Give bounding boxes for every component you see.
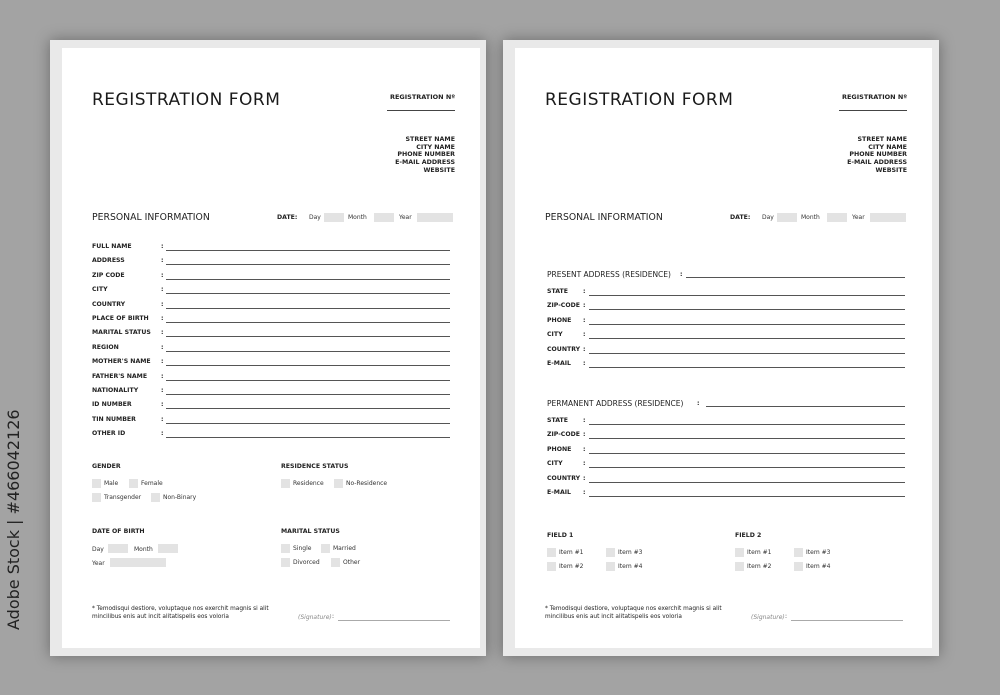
footnote-line: mincilibus enis aut incit alitatispelis eos voloria (92, 614, 229, 620)
field-colon: : (583, 345, 586, 353)
field-colon: : (583, 445, 586, 453)
registration-number-label: REGISTRATION Nº (389, 93, 455, 101)
checkbox-label: Married (333, 545, 356, 552)
field-colon: : (161, 358, 164, 366)
checkbox-label: Item #2 (559, 563, 584, 570)
checkbox[interactable] (281, 544, 290, 553)
checkbox[interactable] (321, 544, 330, 553)
signature-line[interactable] (791, 620, 903, 621)
checkbox[interactable] (547, 562, 556, 571)
field-input-line[interactable] (166, 408, 450, 409)
checkbox[interactable] (92, 493, 101, 502)
signature-label: (Signature) (298, 614, 332, 621)
field-colon: : (161, 286, 164, 294)
checkbox-label: Residence (293, 480, 324, 487)
checkbox[interactable] (735, 548, 744, 557)
field-label: OTHER ID (92, 430, 126, 438)
checkbox[interactable] (129, 479, 138, 488)
dob-day-box[interactable] (108, 544, 128, 553)
present-address-title: PRESENT ADDRESS (RESIDENCE) (547, 270, 671, 279)
checkbox-label: Other (343, 559, 361, 566)
date-month-label: Month (801, 214, 820, 221)
field-label: MARITAL STATUS (92, 329, 151, 337)
present-address-colon: : (680, 271, 683, 278)
company-address-line: E-MAIL ADDRESS (847, 159, 907, 167)
field-input-line[interactable] (589, 424, 905, 425)
field-input-line[interactable] (589, 338, 905, 339)
checkbox[interactable] (281, 558, 290, 567)
field-colon: : (583, 360, 586, 367)
registration-number-line[interactable] (387, 110, 455, 111)
field-colon: : (161, 257, 164, 265)
field-input-line[interactable] (166, 336, 450, 337)
checkbox-label: Male (104, 480, 119, 487)
checkbox-label: Single (293, 545, 312, 552)
field-label: PHONE (547, 316, 572, 324)
residence-status-title: RESIDENCE STATUS (281, 463, 349, 470)
checkbox[interactable] (794, 548, 803, 557)
field-colon: : (161, 329, 164, 337)
registration-number-label: REGISTRATION Nº (841, 93, 907, 101)
field-label: ZIP-CODE (547, 431, 580, 439)
date-day-label: Day (309, 214, 321, 221)
checkbox[interactable] (735, 562, 744, 571)
checkbox[interactable] (92, 479, 101, 488)
field-label: ZIP-CODE (547, 302, 580, 310)
company-address-line: CITY NAME (868, 143, 907, 151)
marital-status-title: MARITAL STATUS (281, 528, 340, 535)
signature-colon: : (785, 613, 788, 620)
checkbox-label: Item #1 (747, 549, 772, 556)
field-colon: : (161, 271, 164, 279)
field-label: FATHER'S NAME (92, 372, 148, 380)
field-input-line[interactable] (166, 264, 450, 265)
field-colon: : (161, 300, 164, 308)
company-address-line: STREET NAME (857, 136, 907, 143)
checkbox-label: Item #4 (806, 563, 831, 570)
date-of-birth-title: DATE OF BIRTH (92, 528, 145, 535)
field-input-line[interactable] (589, 367, 905, 368)
field-input-line[interactable] (589, 324, 905, 325)
gender-title: GENDER (92, 463, 121, 470)
field-colon: : (161, 415, 164, 423)
field-input-line[interactable] (166, 365, 450, 366)
checkbox[interactable] (281, 479, 290, 488)
checkbox-label: Item #2 (747, 563, 772, 570)
field-input-line[interactable] (166, 351, 450, 352)
dob-year-box[interactable] (110, 558, 166, 567)
field-colon: : (161, 372, 164, 380)
company-address-line: WEBSITE (875, 166, 907, 174)
field-label: FULL NAME (92, 243, 132, 250)
date-month-box[interactable] (827, 213, 847, 222)
footnote-line: * Temodisqui destiore, voluptaque nos exerchit magnis si alit (545, 606, 722, 612)
right-form-page (515, 48, 932, 648)
field-colon: : (583, 331, 586, 339)
field-input-line[interactable] (166, 394, 450, 395)
checkbox[interactable] (331, 558, 340, 567)
date-year-label: Year (399, 214, 412, 221)
stock-watermark-id: Adobe Stock | #466042126 (4, 409, 23, 630)
field-colon: : (161, 315, 164, 322)
field-colon: : (161, 387, 164, 394)
checkbox-label: Female (141, 480, 163, 487)
field-input-line[interactable] (589, 309, 905, 310)
field-colon: : (161, 430, 164, 438)
checkbox-label: Item #3 (618, 549, 643, 556)
field-colon: : (583, 431, 586, 439)
field-label: STATE (547, 288, 568, 295)
field-input-line[interactable] (589, 438, 905, 439)
field-label: ID NUMBER (92, 401, 132, 409)
permanent-address-colon: : (697, 400, 700, 407)
field-input-line[interactable] (166, 437, 450, 438)
field-colon: : (161, 243, 164, 250)
section-title: PERSONAL INFORMATION (545, 212, 663, 223)
field-colon: : (161, 343, 164, 351)
field-label: CITY (547, 460, 563, 468)
company-address-line: E-MAIL ADDRESS (395, 159, 455, 167)
date-label: DATE: (277, 214, 298, 221)
date-month-label: Month (348, 214, 367, 221)
date-label: DATE: (730, 214, 751, 221)
dob-month-label: Month (134, 546, 153, 553)
field-colon: : (583, 302, 586, 310)
form-title: REGISTRATION FORM (92, 90, 281, 110)
field-label: COUNTRY (92, 300, 126, 308)
section-title: PERSONAL INFORMATION (92, 212, 210, 223)
dob-day-label: Day (92, 546, 104, 553)
footnote-line: mincilibus enis aut incit alitatispelis eos voloria (545, 614, 682, 620)
checkbox-label: Item #1 (559, 549, 584, 556)
field-colon: : (583, 460, 586, 468)
company-address-line: CITY NAME (416, 143, 455, 151)
field-input-line[interactable] (166, 308, 450, 309)
field-colon: : (161, 401, 164, 409)
field-colon: : (583, 288, 586, 295)
checkbox[interactable] (606, 548, 615, 557)
field-label: CITY (547, 331, 563, 339)
checkbox-label: Item #4 (618, 563, 643, 570)
checkbox[interactable] (151, 493, 160, 502)
field-label: STATE (547, 417, 568, 424)
field-input-line[interactable] (166, 250, 450, 251)
field-input-line[interactable] (166, 279, 450, 280)
dob-year-label: Year (92, 560, 105, 567)
field-label: COUNTRY (547, 474, 581, 482)
permanent-address-title: PERMANENT ADDRESS (RESIDENCE) (547, 399, 684, 408)
field-colon: : (583, 489, 586, 496)
field-label: NATIONALITY (92, 387, 139, 394)
checkbox-label: No-Residence (346, 480, 388, 487)
field-colon: : (583, 417, 586, 424)
company-address-line: WEBSITE (423, 166, 455, 174)
field-label: MOTHER'S NAME (92, 358, 151, 366)
field-label: CITY (92, 286, 108, 294)
field-label: ADDRESS (92, 257, 125, 265)
date-month-box[interactable] (374, 213, 394, 222)
field-input-line[interactable] (589, 482, 905, 483)
field-input-line[interactable] (166, 380, 450, 381)
field-label: ZIP CODE (92, 271, 125, 279)
form-title: REGISTRATION FORM (545, 90, 734, 110)
field1-title: FIELD 1 (547, 532, 574, 539)
field-input-line[interactable] (166, 322, 450, 323)
date-year-box[interactable] (417, 213, 453, 222)
field-input-line[interactable] (166, 423, 450, 424)
field-label: E-MAIL (547, 360, 571, 367)
date-day-label: Day (762, 214, 774, 221)
field-label: TIN NUMBER (92, 415, 136, 423)
field-input-line[interactable] (166, 293, 450, 294)
checkbox[interactable] (606, 562, 615, 571)
permanent-address-line[interactable] (706, 406, 905, 407)
field-colon: : (583, 316, 586, 324)
signature-colon: : (332, 613, 335, 620)
company-address-line: PHONE NUMBER (397, 151, 455, 159)
checkbox-label: Non-Binary (163, 494, 197, 501)
checkbox-label: Transgender (104, 494, 142, 501)
field-input-line[interactable] (589, 467, 905, 468)
field2-title: FIELD 2 (735, 532, 762, 539)
field-label: PLACE OF BIRTH (92, 315, 149, 322)
field-input-line[interactable] (589, 453, 905, 454)
field-label: REGION (92, 343, 119, 351)
checkbox[interactable] (334, 479, 343, 488)
footnote-line: * Temodisqui destiore, voluptaque nos exerchit magnis si alit (92, 606, 269, 612)
company-address-line: PHONE NUMBER (849, 151, 907, 159)
date-year-box[interactable] (870, 213, 906, 222)
date-day-box[interactable] (324, 213, 344, 222)
signature-line[interactable] (338, 620, 450, 621)
field-label: COUNTRY (547, 345, 581, 353)
company-address-line: STREET NAME (405, 136, 455, 143)
field-label: E-MAIL (547, 489, 571, 496)
registration-number-line[interactable] (839, 110, 907, 111)
field-input-line[interactable] (589, 353, 905, 354)
checkbox-label: Item #3 (806, 549, 831, 556)
field-label: PHONE (547, 445, 572, 453)
dob-month-box[interactable] (158, 544, 178, 553)
field-colon: : (583, 474, 586, 482)
present-address-line[interactable] (686, 277, 905, 278)
checkbox[interactable] (547, 548, 556, 557)
checkbox[interactable] (794, 562, 803, 571)
checkbox-label: Divorced (293, 559, 320, 566)
date-day-box[interactable] (777, 213, 797, 222)
field-input-line[interactable] (589, 496, 905, 497)
date-year-label: Year (852, 214, 865, 221)
left-form-page (62, 48, 480, 648)
signature-label: (Signature) (751, 614, 785, 621)
field-input-line[interactable] (589, 295, 905, 296)
